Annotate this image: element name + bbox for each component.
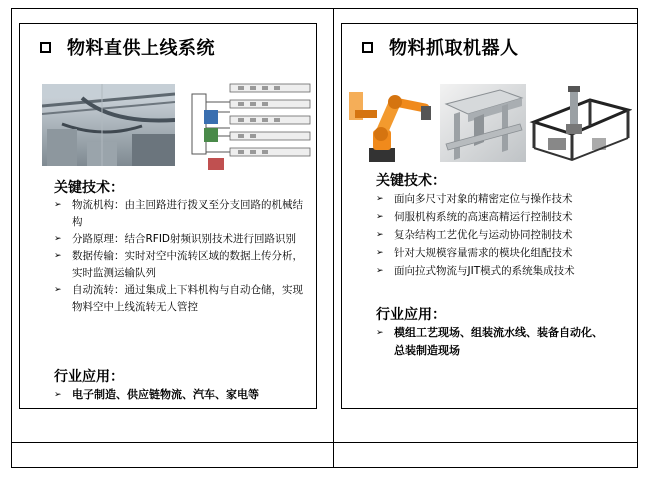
arrow-right-icon: ➢ (54, 285, 62, 295)
industry-app-list (54, 386, 309, 404)
list-item: ➢ 面向多尺寸对象的精密定位与操作技术 (376, 190, 634, 208)
list-item: ➢ 电子制造、供应链物流、汽车、家电等 (54, 386, 309, 404)
material-direct-supply-card (19, 23, 317, 409)
loop-diagram (190, 82, 314, 172)
card-title: 物料抓取机器人 (362, 34, 519, 60)
key-tech-heading: 关键技术： (376, 173, 446, 189)
grid-line-middle (333, 8, 334, 468)
arrow-right-icon: ➢ (54, 251, 62, 261)
list-item: ➢ 面向拉式物流与JIT模式的系统集成技术 (376, 262, 634, 280)
factory-conveyor-photo (42, 84, 175, 166)
grid-line-top (11, 8, 638, 9)
checkbox-square-icon (362, 42, 373, 53)
industry-app-list (376, 324, 608, 360)
key-tech-heading: 关键技术： (54, 180, 124, 196)
arrow-right-icon: ➢ (54, 200, 62, 210)
material-grabbing-robot-card (341, 23, 638, 409)
list-item: ➢ 自动流转：通过集成上下料机构与自动仓储，实现物料空中上线流转无人管控 (54, 284, 303, 313)
grid-line-left (11, 8, 12, 468)
list-item: ➢ 伺服机构系统的高速高精运行控制技术 (376, 208, 634, 226)
key-tech-list (54, 197, 309, 316)
arrow-right-icon: ➢ (376, 230, 384, 240)
list-item: ➢ 模组工艺现场、组装流水线、装备自动化、总装制造现场 (376, 326, 603, 357)
card-title: 物料直供上线系统 (40, 34, 215, 60)
gantry-frame-image (440, 84, 526, 162)
industry-app-heading: 行业应用： (376, 307, 446, 323)
list-item: ➢ 针对大规模容量需求的模块化组配技术 (376, 244, 634, 262)
gantry-robot-image (528, 82, 632, 162)
arrow-right-icon: ➢ (54, 234, 62, 244)
key-tech-list (376, 190, 634, 280)
arrow-right-icon: ➢ (376, 266, 384, 276)
checkbox-square-icon (40, 42, 51, 53)
grid-line-row (11, 442, 638, 443)
arrow-right-icon: ➢ (376, 194, 384, 204)
list-item: ➢ 复杂结构工艺优化与运动协同控制技术 (376, 226, 634, 244)
arrow-right-icon: ➢ (376, 328, 384, 338)
arrow-right-icon: ➢ (376, 212, 384, 222)
arrow-right-icon: ➢ (54, 390, 62, 400)
list-item: ➢ 数据传输：实时对空中流转区域的数据上传分析，实时监测运输队列 (54, 250, 303, 279)
list-item: ➢ 分路原理：结合RFID射频识别技术进行回路识别 (54, 231, 309, 248)
grid-line-bottom (11, 467, 638, 468)
robot-arm-image (347, 82, 437, 164)
arrow-right-icon: ➢ (376, 248, 384, 258)
list-item: ➢ 物流机构：由主回路进行拨叉至分支回路的机械结构 (54, 199, 303, 228)
industry-app-heading: 行业应用： (54, 369, 124, 385)
